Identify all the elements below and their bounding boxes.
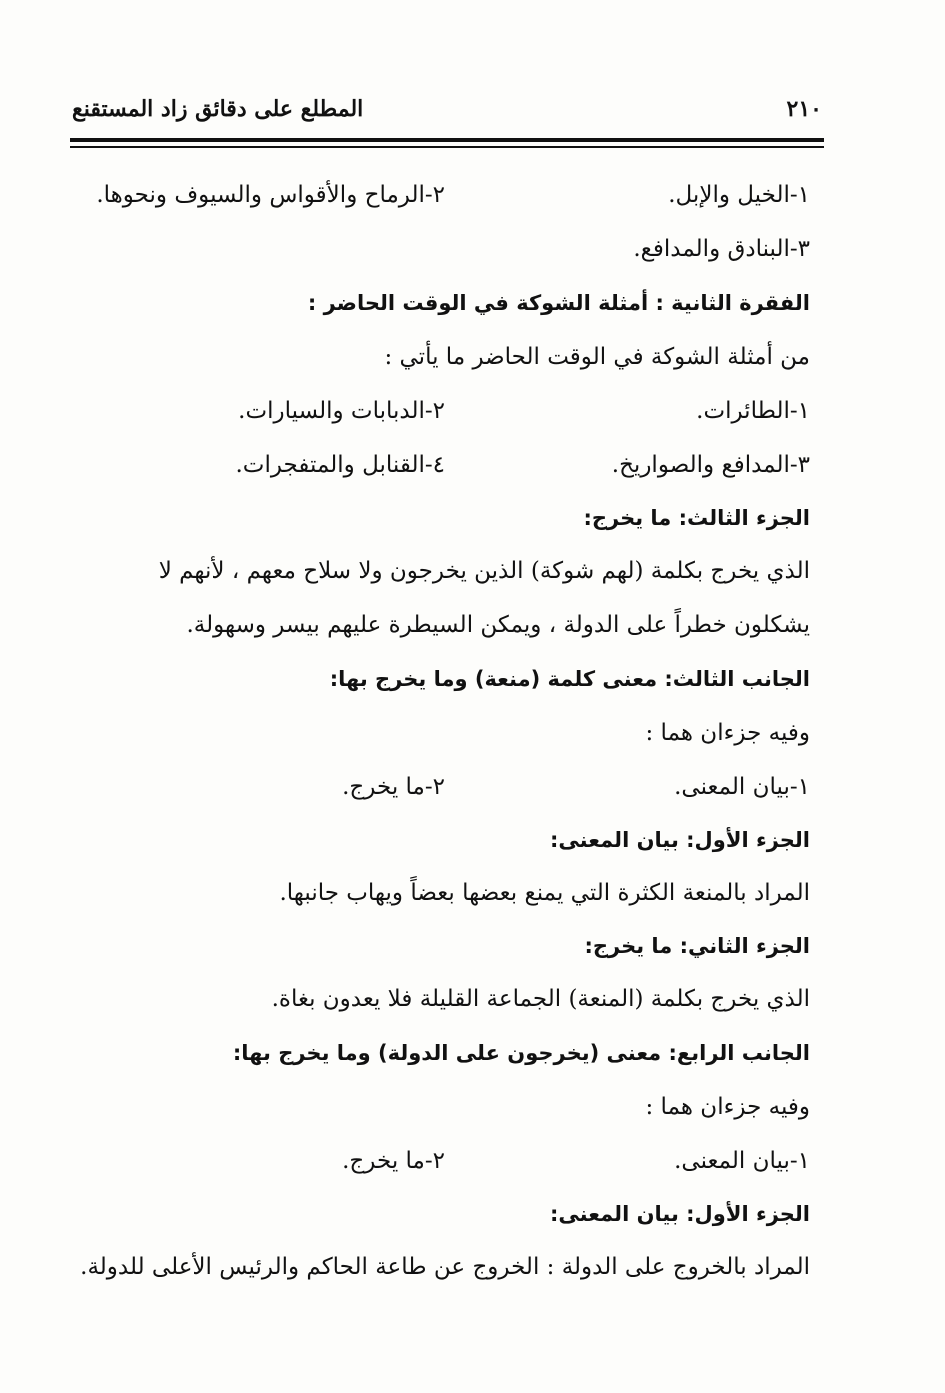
paragraph: المراد بالمنعة الكثرة التي يمنع بعضها بعضاً ويهاب جانبها.: [279, 880, 810, 906]
section-heading: الجانب الرابع: معنى (يخرجون على الدولة) وما يخرج بها:: [232, 1041, 810, 1065]
list-item: [75, 168, 810, 222]
section-heading: الجزء الأول: بيان المعنى:: [550, 1202, 810, 1226]
list-item-text: ٢-الرماح والأقواس والسيوف ونحوها.: [96, 182, 445, 208]
paragraph: الذي يخرج بكلمة (المنعة) الجماعة القليلة فلا يعدون بغاة.: [271, 986, 810, 1012]
list-item-text: ٢-ما يخرج.: [342, 1148, 445, 1174]
list-item: [75, 1134, 810, 1188]
list-item-text: ٢-الدبابات والسيارات.: [238, 398, 445, 424]
list-item-text: ١-الخيل والإبل.: [668, 182, 810, 208]
page-body: [75, 168, 810, 1294]
paragraph: الذي يخرج بكلمة (لهم شوكة) الذين يخرجون ولا سلاح معهم ، لأنهم لا: [158, 558, 810, 584]
section-heading: الفقرة الثانية : أمثلة الشوكة في الوقت الحاضر :: [307, 291, 810, 315]
page-number: ٢١٠: [786, 96, 822, 122]
section-heading: الجزء الثاني: ما يخرج:: [584, 934, 810, 958]
list-item-text: ١-بيان المعنى.: [674, 774, 810, 800]
list-item-text: ٣-المدافع والصواريخ.: [611, 452, 810, 478]
list-item: [75, 384, 810, 438]
list-item-text: ٤-القنابل والمتفجرات.: [235, 452, 445, 478]
section-heading: الجانب الثالث: معنى كلمة (منعة) وما يخرج بها:: [329, 667, 810, 691]
list-item: ٣-البنادق والمدافع.: [633, 236, 810, 262]
list-item-text: ٢-ما يخرج.: [342, 774, 445, 800]
header-rule-thick: [70, 138, 824, 142]
header-rule-thin: [70, 146, 824, 148]
section-heading: الجزء الثالث: ما يخرج:: [583, 506, 810, 530]
running-title: المطلع على دقائق زاد المستقنع: [72, 96, 364, 122]
paragraph: المراد بالخروج على الدولة : الخروج عن طاعة الحاكم والرئيس الأعلى للدولة.: [80, 1254, 810, 1280]
paragraph: وفيه جزءان هما :: [645, 1094, 810, 1120]
paragraph: يشكلون خطراً على الدولة ، ويمكن السيطرة عليهم بيسر وسهولة.: [186, 612, 810, 638]
list-item-text: ١-بيان المعنى.: [674, 1148, 810, 1174]
paragraph: وفيه جزءان هما :: [645, 720, 810, 746]
list-item: [75, 760, 810, 814]
section-heading: الجزء الأول: بيان المعنى:: [550, 828, 810, 852]
list-item-text: ١-الطائرات.: [696, 398, 810, 424]
page-header: [72, 96, 822, 132]
list-item: [75, 438, 810, 492]
paragraph: من أمثلة الشوكة في الوقت الحاضر ما يأتي :: [384, 344, 810, 370]
